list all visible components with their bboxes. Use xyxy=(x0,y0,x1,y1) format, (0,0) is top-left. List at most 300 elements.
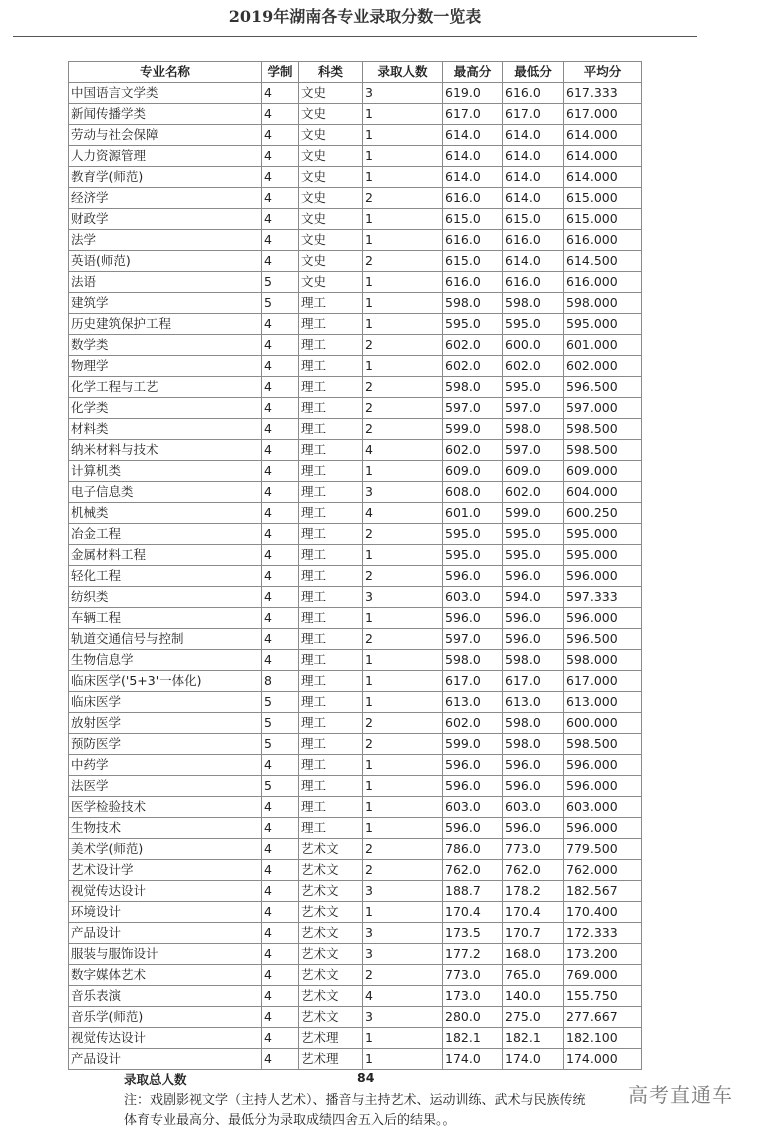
cell-admitted-count: 2 xyxy=(363,419,443,440)
cell-category: 理工 xyxy=(299,629,363,650)
cell-avg-score: 597.000 xyxy=(564,398,642,419)
cell-admitted-count: 4 xyxy=(363,986,443,1007)
cell-max-score: 596.0 xyxy=(443,566,503,587)
cell-avg-score: 595.000 xyxy=(564,524,642,545)
cell-avg-score: 155.750 xyxy=(564,986,642,1007)
cell-category: 艺术文 xyxy=(299,839,363,860)
cell-min-score: 762.0 xyxy=(503,860,564,881)
cell-avg-score: 596.500 xyxy=(564,629,642,650)
cell-avg-score: 596.000 xyxy=(564,608,642,629)
cell-avg-score: 600.000 xyxy=(564,713,642,734)
cell-min-score: 614.0 xyxy=(503,146,564,167)
cell-major: 纳米材料与技术 xyxy=(69,440,262,461)
cell-category: 理工 xyxy=(299,692,363,713)
cell-admitted-count: 1 xyxy=(363,146,443,167)
cell-min-score: 174.0 xyxy=(503,1049,564,1070)
table-row xyxy=(69,1028,642,1049)
cell-max-score: 614.0 xyxy=(443,125,503,146)
cell-min-score: 603.0 xyxy=(503,797,564,818)
table-row xyxy=(69,755,642,776)
cell-duration: 4 xyxy=(262,545,299,566)
cell-duration: 4 xyxy=(262,839,299,860)
cell-max-score: 762.0 xyxy=(443,860,503,881)
cell-max-score: 598.0 xyxy=(443,377,503,398)
table-row xyxy=(69,356,642,377)
table-row xyxy=(69,671,642,692)
cell-duration: 4 xyxy=(262,965,299,986)
table-row xyxy=(69,209,642,230)
table-header-row xyxy=(69,62,642,83)
cell-avg-score: 602.000 xyxy=(564,356,642,377)
cell-major: 生物信息学 xyxy=(69,650,262,671)
cell-avg-score: 182.100 xyxy=(564,1028,642,1049)
cell-major: 医学检验技术 xyxy=(69,797,262,818)
header-duration: 学制 xyxy=(262,62,299,83)
cell-category: 理工 xyxy=(299,608,363,629)
cell-max-score: 773.0 xyxy=(443,965,503,986)
cell-avg-score: 596.000 xyxy=(564,755,642,776)
cell-admitted-count: 3 xyxy=(363,587,443,608)
cell-min-score: 182.1 xyxy=(503,1028,564,1049)
cell-admitted-count: 1 xyxy=(363,314,443,335)
cell-duration: 4 xyxy=(262,881,299,902)
watermark-logo: 高考直通车 xyxy=(628,1083,733,1107)
cell-category: 理工 xyxy=(299,566,363,587)
cell-max-score: 595.0 xyxy=(443,524,503,545)
cell-min-score: 595.0 xyxy=(503,377,564,398)
cell-admitted-count: 2 xyxy=(363,524,443,545)
cell-avg-score: 769.000 xyxy=(564,965,642,986)
cell-admitted-count: 3 xyxy=(363,923,443,944)
cell-major: 产品设计 xyxy=(69,1049,262,1070)
cell-max-score: 598.0 xyxy=(443,650,503,671)
cell-category: 理工 xyxy=(299,818,363,839)
header-avg-score: 平均分 xyxy=(564,62,642,83)
cell-major: 计算机类 xyxy=(69,461,262,482)
cell-max-score: 188.7 xyxy=(443,881,503,902)
cell-category: 文史 xyxy=(299,83,363,104)
cell-duration: 5 xyxy=(262,734,299,755)
cell-admitted-count: 1 xyxy=(363,272,443,293)
title-divider xyxy=(13,36,697,37)
cell-max-score: 614.0 xyxy=(443,146,503,167)
table-row xyxy=(69,713,642,734)
cell-min-score: 596.0 xyxy=(503,776,564,797)
cell-category: 艺术理 xyxy=(299,1028,363,1049)
table-row xyxy=(69,692,642,713)
cell-max-score: 616.0 xyxy=(443,272,503,293)
cell-min-score: 614.0 xyxy=(503,251,564,272)
table-row xyxy=(69,1007,642,1028)
cell-category: 理工 xyxy=(299,356,363,377)
table-row xyxy=(69,1049,642,1070)
cell-admitted-count: 2 xyxy=(363,860,443,881)
cell-duration: 4 xyxy=(262,944,299,965)
cell-max-score: 786.0 xyxy=(443,839,503,860)
cell-duration: 4 xyxy=(262,923,299,944)
cell-major: 轨道交通信号与控制 xyxy=(69,629,262,650)
cell-admitted-count: 1 xyxy=(363,671,443,692)
cell-major: 预防医学 xyxy=(69,734,262,755)
table-row xyxy=(69,377,642,398)
cell-duration: 4 xyxy=(262,503,299,524)
cell-duration: 4 xyxy=(262,314,299,335)
table-row xyxy=(69,608,642,629)
cell-admitted-count: 1 xyxy=(363,692,443,713)
cell-max-score: 177.2 xyxy=(443,944,503,965)
cell-duration: 4 xyxy=(262,83,299,104)
cell-admitted-count: 1 xyxy=(363,1028,443,1049)
cell-admitted-count: 1 xyxy=(363,125,443,146)
header-min-score: 最低分 xyxy=(503,62,564,83)
cell-category: 理工 xyxy=(299,503,363,524)
cell-duration: 4 xyxy=(262,398,299,419)
cell-category: 理工 xyxy=(299,713,363,734)
cell-major: 音乐表演 xyxy=(69,986,262,1007)
header-admitted-count: 录取人数 xyxy=(363,62,443,83)
cell-major: 化学工程与工艺 xyxy=(69,377,262,398)
cell-min-score: 595.0 xyxy=(503,545,564,566)
cell-admitted-count: 1 xyxy=(363,650,443,671)
cell-duration: 4 xyxy=(262,125,299,146)
cell-avg-score: 598.000 xyxy=(564,293,642,314)
cell-category: 文史 xyxy=(299,251,363,272)
table-row xyxy=(69,566,642,587)
cell-admitted-count: 1 xyxy=(363,818,443,839)
cell-major: 轻化工程 xyxy=(69,566,262,587)
cell-min-score: 616.0 xyxy=(503,230,564,251)
cell-duration: 4 xyxy=(262,251,299,272)
cell-avg-score: 173.200 xyxy=(564,944,642,965)
cell-min-score: 614.0 xyxy=(503,188,564,209)
cell-duration: 5 xyxy=(262,272,299,293)
cell-category: 理工 xyxy=(299,461,363,482)
cell-admitted-count: 1 xyxy=(363,608,443,629)
cell-duration: 5 xyxy=(262,776,299,797)
cell-duration: 4 xyxy=(262,419,299,440)
table-body xyxy=(69,83,642,1070)
cell-duration: 4 xyxy=(262,335,299,356)
cell-min-score: 598.0 xyxy=(503,650,564,671)
cell-max-score: 615.0 xyxy=(443,251,503,272)
footnote: 注：戏剧影视文学（主持人艺术）、播音与主持艺术、运动训练、武术与民族传统体育专业最高分、最低分为录取成绩四舍五入后的结果。。 xyxy=(124,1093,586,1128)
table-row xyxy=(69,272,642,293)
table-row xyxy=(69,230,642,251)
cell-category: 理工 xyxy=(299,335,363,356)
cell-avg-score: 615.000 xyxy=(564,209,642,230)
cell-category: 艺术文 xyxy=(299,881,363,902)
cell-min-score: 614.0 xyxy=(503,125,564,146)
cell-min-score: 275.0 xyxy=(503,1007,564,1028)
cell-category: 理工 xyxy=(299,314,363,335)
cell-admitted-count: 1 xyxy=(363,230,443,251)
cell-min-score: 773.0 xyxy=(503,839,564,860)
cell-avg-score: 616.000 xyxy=(564,272,642,293)
cell-max-score: 619.0 xyxy=(443,83,503,104)
cell-admitted-count: 2 xyxy=(363,335,443,356)
cell-max-score: 596.0 xyxy=(443,818,503,839)
cell-duration: 4 xyxy=(262,440,299,461)
cell-major: 冶金工程 xyxy=(69,524,262,545)
total-admitted-value: 84 xyxy=(357,1070,375,1085)
cell-avg-score: 601.000 xyxy=(564,335,642,356)
cell-category: 理工 xyxy=(299,524,363,545)
cell-min-score: 178.2 xyxy=(503,881,564,902)
cell-avg-score: 615.000 xyxy=(564,188,642,209)
cell-admitted-count: 1 xyxy=(363,776,443,797)
cell-min-score: 598.0 xyxy=(503,293,564,314)
cell-admitted-count: 4 xyxy=(363,503,443,524)
cell-duration: 4 xyxy=(262,146,299,167)
cell-duration: 4 xyxy=(262,797,299,818)
cell-duration: 4 xyxy=(262,902,299,923)
cell-duration: 4 xyxy=(262,209,299,230)
cell-avg-score: 597.333 xyxy=(564,587,642,608)
cell-duration: 4 xyxy=(262,482,299,503)
cell-duration: 4 xyxy=(262,860,299,881)
cell-max-score: 602.0 xyxy=(443,713,503,734)
cell-min-score: 595.0 xyxy=(503,314,564,335)
cell-avg-score: 170.400 xyxy=(564,902,642,923)
cell-max-score: 602.0 xyxy=(443,356,503,377)
table-row xyxy=(69,818,642,839)
cell-admitted-count: 3 xyxy=(363,944,443,965)
cell-major: 纺织类 xyxy=(69,587,262,608)
cell-major: 建筑学 xyxy=(69,293,262,314)
cell-major: 电子信息类 xyxy=(69,482,262,503)
cell-duration: 4 xyxy=(262,461,299,482)
cell-duration: 4 xyxy=(262,167,299,188)
cell-admitted-count: 2 xyxy=(363,713,443,734)
table-row xyxy=(69,125,642,146)
cell-admitted-count: 2 xyxy=(363,734,443,755)
cell-major: 音乐学(师范) xyxy=(69,1007,262,1028)
cell-duration: 4 xyxy=(262,986,299,1007)
cell-category: 理工 xyxy=(299,482,363,503)
cell-duration: 4 xyxy=(262,230,299,251)
cell-duration: 4 xyxy=(262,755,299,776)
cell-category: 理工 xyxy=(299,398,363,419)
cell-major: 人力资源管理 xyxy=(69,146,262,167)
cell-duration: 4 xyxy=(262,1049,299,1070)
cell-avg-score: 595.000 xyxy=(564,314,642,335)
cell-min-score: 170.7 xyxy=(503,923,564,944)
cell-admitted-count: 2 xyxy=(363,188,443,209)
cell-category: 艺术文 xyxy=(299,902,363,923)
cell-max-score: 617.0 xyxy=(443,671,503,692)
cell-avg-score: 614.500 xyxy=(564,251,642,272)
cell-min-score: 609.0 xyxy=(503,461,564,482)
cell-major: 放射医学 xyxy=(69,713,262,734)
cell-duration: 4 xyxy=(262,1028,299,1049)
cell-major: 环境设计 xyxy=(69,902,262,923)
cell-admitted-count: 1 xyxy=(363,356,443,377)
cell-min-score: 616.0 xyxy=(503,83,564,104)
cell-major: 临床医学('5+3'一体化) xyxy=(69,671,262,692)
cell-duration: 5 xyxy=(262,692,299,713)
cell-avg-score: 598.500 xyxy=(564,440,642,461)
cell-duration: 8 xyxy=(262,671,299,692)
cell-duration: 4 xyxy=(262,608,299,629)
cell-major: 历史建筑保护工程 xyxy=(69,314,262,335)
cell-avg-score: 604.000 xyxy=(564,482,642,503)
cell-max-score: 617.0 xyxy=(443,104,503,125)
cell-min-score: 597.0 xyxy=(503,398,564,419)
cell-max-score: 601.0 xyxy=(443,503,503,524)
cell-admitted-count: 2 xyxy=(363,398,443,419)
table-row xyxy=(69,587,642,608)
cell-admitted-count: 3 xyxy=(363,83,443,104)
cell-min-score: 596.0 xyxy=(503,755,564,776)
cell-category: 艺术文 xyxy=(299,986,363,1007)
cell-avg-score: 603.000 xyxy=(564,797,642,818)
cell-duration: 4 xyxy=(262,1007,299,1028)
cell-admitted-count: 3 xyxy=(363,881,443,902)
cell-min-score: 594.0 xyxy=(503,587,564,608)
cell-category: 艺术文 xyxy=(299,1007,363,1028)
cell-admitted-count: 2 xyxy=(363,251,443,272)
cell-duration: 4 xyxy=(262,188,299,209)
cell-admitted-count: 1 xyxy=(363,1049,443,1070)
cell-avg-score: 614.000 xyxy=(564,125,642,146)
cell-min-score: 617.0 xyxy=(503,671,564,692)
cell-avg-score: 616.000 xyxy=(564,230,642,251)
cell-category: 艺术文 xyxy=(299,965,363,986)
cell-duration: 5 xyxy=(262,293,299,314)
cell-min-score: 616.0 xyxy=(503,272,564,293)
cell-min-score: 596.0 xyxy=(503,566,564,587)
cell-admitted-count: 3 xyxy=(363,482,443,503)
cell-max-score: 597.0 xyxy=(443,398,503,419)
cell-max-score: 280.0 xyxy=(443,1007,503,1028)
cell-min-score: 595.0 xyxy=(503,524,564,545)
cell-max-score: 608.0 xyxy=(443,482,503,503)
cell-avg-score: 172.333 xyxy=(564,923,642,944)
cell-avg-score: 617.000 xyxy=(564,104,642,125)
cell-avg-score: 617.333 xyxy=(564,83,642,104)
header-major: 专业名称 xyxy=(69,62,262,83)
cell-max-score: 598.0 xyxy=(443,293,503,314)
table-row xyxy=(69,167,642,188)
cell-max-score: 595.0 xyxy=(443,545,503,566)
cell-min-score: 140.0 xyxy=(503,986,564,1007)
cell-major: 中国语言文学类 xyxy=(69,83,262,104)
cell-max-score: 602.0 xyxy=(443,440,503,461)
cell-admitted-count: 2 xyxy=(363,839,443,860)
cell-major: 美术学(师范) xyxy=(69,839,262,860)
cell-min-score: 598.0 xyxy=(503,713,564,734)
cell-major: 车辆工程 xyxy=(69,608,262,629)
cell-max-score: 603.0 xyxy=(443,587,503,608)
table-row xyxy=(69,440,642,461)
table-row xyxy=(69,860,642,881)
table-row xyxy=(69,314,642,335)
table-row xyxy=(69,104,642,125)
cell-duration: 4 xyxy=(262,104,299,125)
table-row xyxy=(69,398,642,419)
cell-category: 理工 xyxy=(299,671,363,692)
cell-min-score: 596.0 xyxy=(503,629,564,650)
cell-major: 生物技术 xyxy=(69,818,262,839)
table-row xyxy=(69,461,642,482)
cell-category: 理工 xyxy=(299,650,363,671)
cell-major: 财政学 xyxy=(69,209,262,230)
cell-admitted-count: 1 xyxy=(363,104,443,125)
cell-avg-score: 598.000 xyxy=(564,650,642,671)
cell-avg-score: 596.000 xyxy=(564,566,642,587)
table-row xyxy=(69,629,642,650)
cell-min-score: 613.0 xyxy=(503,692,564,713)
table-row xyxy=(69,293,642,314)
cell-major: 产品设计 xyxy=(69,923,262,944)
cell-major: 教育学(师范) xyxy=(69,167,262,188)
cell-category: 文史 xyxy=(299,146,363,167)
cell-major: 法学 xyxy=(69,230,262,251)
cell-category: 艺术文 xyxy=(299,944,363,965)
cell-admitted-count: 2 xyxy=(363,377,443,398)
cell-max-score: 174.0 xyxy=(443,1049,503,1070)
table-row xyxy=(69,944,642,965)
table-row xyxy=(69,545,642,566)
cell-admitted-count: 2 xyxy=(363,566,443,587)
cell-major: 艺术设计学 xyxy=(69,860,262,881)
cell-category: 理工 xyxy=(299,440,363,461)
cell-duration: 4 xyxy=(262,377,299,398)
cell-min-score: 602.0 xyxy=(503,482,564,503)
cell-min-score: 596.0 xyxy=(503,818,564,839)
cell-category: 理工 xyxy=(299,587,363,608)
cell-duration: 4 xyxy=(262,356,299,377)
cell-category: 理工 xyxy=(299,776,363,797)
cell-category: 理工 xyxy=(299,755,363,776)
cell-max-score: 614.0 xyxy=(443,167,503,188)
cell-max-score: 182.1 xyxy=(443,1028,503,1049)
cell-admitted-count: 1 xyxy=(363,461,443,482)
cell-category: 理工 xyxy=(299,734,363,755)
cell-max-score: 597.0 xyxy=(443,629,503,650)
cell-max-score: 599.0 xyxy=(443,419,503,440)
cell-category: 理工 xyxy=(299,293,363,314)
cell-avg-score: 277.667 xyxy=(564,1007,642,1028)
table-row xyxy=(69,881,642,902)
table-row xyxy=(69,923,642,944)
cell-major: 物理学 xyxy=(69,356,262,377)
cell-category: 艺术理 xyxy=(299,1049,363,1070)
cell-category: 文史 xyxy=(299,230,363,251)
cell-major: 法医学 xyxy=(69,776,262,797)
cell-major: 机械类 xyxy=(69,503,262,524)
cell-duration: 4 xyxy=(262,650,299,671)
cell-admitted-count: 3 xyxy=(363,1007,443,1028)
cell-category: 艺术文 xyxy=(299,860,363,881)
cell-major: 视觉传达设计 xyxy=(69,881,262,902)
cell-avg-score: 617.000 xyxy=(564,671,642,692)
header-max-score: 最高分 xyxy=(443,62,503,83)
cell-max-score: 170.4 xyxy=(443,902,503,923)
table-row xyxy=(69,188,642,209)
cell-min-score: 765.0 xyxy=(503,965,564,986)
cell-avg-score: 174.000 xyxy=(564,1049,642,1070)
cell-max-score: 596.0 xyxy=(443,776,503,797)
cell-avg-score: 600.250 xyxy=(564,503,642,524)
table-row xyxy=(69,524,642,545)
cell-min-score: 597.0 xyxy=(503,440,564,461)
table-row xyxy=(69,797,642,818)
cell-min-score: 600.0 xyxy=(503,335,564,356)
cell-duration: 5 xyxy=(262,713,299,734)
cell-min-score: 615.0 xyxy=(503,209,564,230)
cell-max-score: 599.0 xyxy=(443,734,503,755)
